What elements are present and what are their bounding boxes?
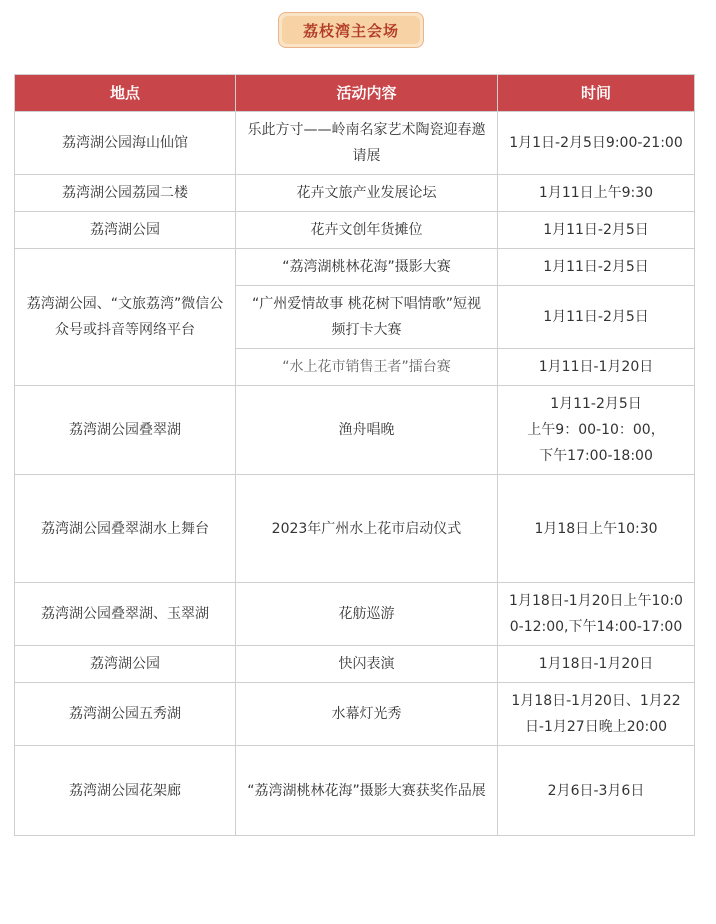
cell-time: 1月1日-2月5日9:00-21:00 xyxy=(498,112,695,175)
table-row xyxy=(15,212,695,249)
cell-location: 荔湾湖公园五秀湖 xyxy=(15,683,236,746)
cell-activity: 快闪表演 xyxy=(236,646,498,683)
cell-location: 荔湾湖公园 xyxy=(15,646,236,683)
cell-time: 1月11日-1月20日 xyxy=(498,349,695,386)
cell-time: 2月6日-3月6日 xyxy=(498,746,695,836)
table-row xyxy=(15,646,695,683)
time-line: 1月11-2月5日 xyxy=(550,396,642,412)
cell-location: 荔湾湖公园叠翠湖水上舞台 xyxy=(15,475,236,583)
schedule-table xyxy=(14,74,695,836)
cell-time xyxy=(498,386,695,475)
table-row xyxy=(15,175,695,212)
table-row xyxy=(15,386,695,475)
cell-activity: 花舫巡游 xyxy=(236,583,498,646)
cell-activity: 花卉文旅产业发展论坛 xyxy=(236,175,498,212)
table-header-row xyxy=(15,75,695,112)
cell-location: 荔湾湖公园海山仙馆 xyxy=(15,112,236,175)
cell-location: 荔湾湖公园花架廊 xyxy=(15,746,236,836)
cell-activity: 花卉文创年货摊位 xyxy=(236,212,498,249)
cell-time: 1月11日-2月5日 xyxy=(498,212,695,249)
cell-time: 1月18日-1月20日上午10:00-12:00,下午14:00-17:00 xyxy=(498,583,695,646)
table-row xyxy=(15,249,695,286)
table-row xyxy=(15,746,695,836)
cell-time: 1月18日上午10:30 xyxy=(498,475,695,583)
cell-location: 荔湾湖公园叠翠湖 xyxy=(15,386,236,475)
cell-time: 1月18日-1月20日、1月22日-1月27日晚上20:00 xyxy=(498,683,695,746)
table-row xyxy=(15,112,695,175)
cell-location: 荔湾湖公园叠翠湖、玉翠湖 xyxy=(15,583,236,646)
table-row xyxy=(15,475,695,583)
cell-location: 荔湾湖公园、“文旅荔湾”微信公众号或抖音等网络平台 xyxy=(15,249,236,386)
cell-time: 1月11日-2月5日 xyxy=(498,249,695,286)
cell-activity: 水幕灯光秀 xyxy=(236,683,498,746)
time-line: 下午17:00-18:00 xyxy=(539,448,653,464)
cell-location: 荔湾湖公园 xyxy=(15,212,236,249)
title-badge xyxy=(278,12,424,48)
table-row xyxy=(15,683,695,746)
cell-activity: 2023年广州水上花市启动仪式 xyxy=(236,475,498,583)
header-location: 地点 xyxy=(15,75,236,112)
header-activity: 活动内容 xyxy=(236,75,498,112)
cell-time: 1月11日上午9:30 xyxy=(498,175,695,212)
cell-time: 1月18日-1月20日 xyxy=(498,646,695,683)
time-line: 上午9：00-10：00， xyxy=(527,422,665,438)
cell-activity: “荔湾湖桃林花海”摄影大赛 xyxy=(236,249,498,286)
cell-activity: 乐此方寸——岭南名家艺术陶瓷迎春邀请展 xyxy=(236,112,498,175)
cell-time: 1月11日-2月5日 xyxy=(498,286,695,349)
table-row xyxy=(15,583,695,646)
page-title: 荔枝湾主会场 xyxy=(282,16,420,44)
cell-activity: “荔湾湖桃林花海”摄影大赛获奖作品展 xyxy=(236,746,498,836)
cell-activity: “水上花市销售王者”擂台赛 xyxy=(236,349,498,386)
cell-activity: 渔舟唱晚 xyxy=(236,386,498,475)
cell-location: 荔湾湖公园荔园二楼 xyxy=(15,175,236,212)
cell-activity: “广州爱情故事 桃花树下唱情歌”短视频打卡大赛 xyxy=(236,286,498,349)
header-time: 时间 xyxy=(498,75,695,112)
